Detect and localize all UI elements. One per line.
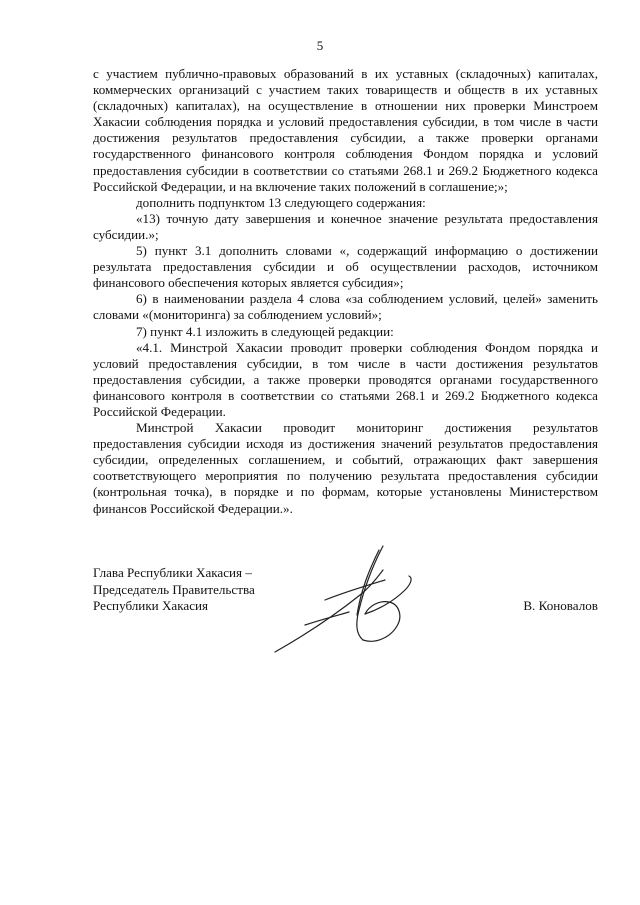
page-number: 5 xyxy=(316,38,324,53)
paragraph-monitoring: Минстрой Хакасии проводит мониторинг достижения результатов предоставления субсидии исходя из достижения значений результатов предоставления субсидии, определенных соглашением, и событий, отражающих факт завершения соответствующего мероприятия по получению результата предоставления субсидии (контрольная точка), в порядке и по формам, которые установлены Министерством финансов Российской Федерации.». xyxy=(93,420,598,516)
paragraph-subitem-13: «13) точную дату завершения и конечное значение результата предоставления субсидии.»; xyxy=(93,210,598,242)
signer-position-line: Глава Республики Хакасия – xyxy=(93,565,252,580)
paragraph-item-6: 6) в наименовании раздела 4 слова «за соблюдением условий, целей» заменить словами «(мониторинга) за соблюдением условий»; xyxy=(93,291,598,323)
signer-position-line: Председатель Правительства xyxy=(93,581,255,597)
paragraph-item-5: 5) пункт 3.1 дополнить словами «, содержащий информацию о достижении результата предоставления субсидии и об осуществлении расходов, источником финансового обеспечения которых является субсидия»; xyxy=(93,243,598,291)
signer-position xyxy=(93,565,255,615)
document-body xyxy=(93,66,598,517)
paragraph-clause-4-1: «4.1. Минстрой Хакасии проводит проверки соблюдения Фондом порядка и условий предоставления субсидии, в том числе в части достижения результатов предоставления субсидии, а также проверки проводятся органами государственного финансового контроля в соответствии со статьями 268.1 и 269.2 Бюджетного кодекса Российской Федерации. xyxy=(93,339,598,419)
signer-name: В. Коновалов xyxy=(523,598,598,613)
paragraph-item-7: 7) пункт 4.1 изложить в следующей редакции: xyxy=(136,323,394,339)
paragraph-subitem-intro: дополнить подпунктом 13 следующего содержания: xyxy=(136,194,426,210)
signer-position-line: Республики Хакасия xyxy=(93,598,209,613)
handwritten-signature xyxy=(265,540,425,660)
paragraph-continuation: с участием публично-правовых образований в их уставных (складочных) капиталах, коммерческих организаций с участием таких товариществ и обществ в их уставных (складочных) капиталах), на осуществление в отношении них проверки Минстроем Хакасии соблюдения порядка и условий предоставления субсидии, в том числе в части достижения результатов предоставления субсидии, а также проверки органами государственного финансового контроля соблюдения Фондом порядка и условий предоставления субсидии в соответствии со статьями 268.1 и 269.2 Бюджетного кодекса Российской Федерации, и на включение таких положений в соглашение;»; xyxy=(93,66,598,194)
